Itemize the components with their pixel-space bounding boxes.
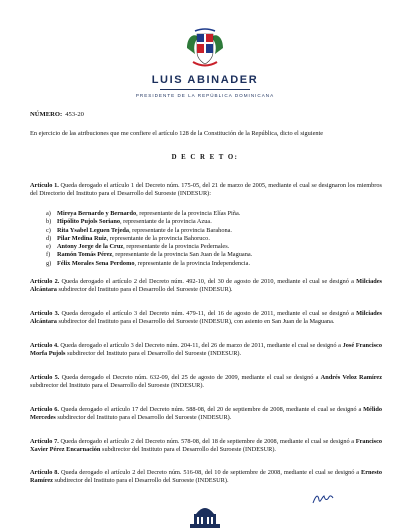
decree-number-value: 453-20: [65, 111, 84, 118]
list-item: c) Rita Ysabel Leguen Tejeda, representante de la provincia Barahona.: [46, 226, 232, 234]
footer-emblem-icon: [186, 500, 224, 530]
header-divider: [160, 89, 250, 90]
article-1: [30, 182, 382, 199]
list-item: g) Félix Morales Sena Perdomo, representante de la provincia Independencia.: [46, 259, 251, 267]
president-title: PRESIDENTE DE LA REPÚBLICA DOMINICANA: [135, 93, 275, 98]
list-item: a) Mireya Bernardo y Bernardo, representante de la provincia Elías Piña.: [46, 210, 241, 217]
decree-number: [30, 111, 84, 118]
preamble: En ejercicio de las atribuciones que me confiere el artículo 128 de la Constitución de la República, dicto el siguiente: [30, 130, 324, 137]
list-item: b) Hipólito Pujols Soriano, representante de la provincia Azua.: [46, 218, 212, 226]
article-7: Artículo 7. Queda derogado el artículo 2 del Decreto núm. 578-08, del 18 de septiembre de 2008, mediante el cual se designó a Francisco Xavier Pérez Encarnación subdirector del Instituto para el Desarrollo del Suroeste (INDESUR).: [30, 438, 383, 454]
article-1-label: Artículo 1.: [30, 182, 59, 189]
article-1-text: Queda derogado el artículo 1 del Decreto núm. 175-05, del 21 de marzo de 2005, mediante el cual se designaron los miembros del Directorio del Instituto para el Desarrollo del Suroeste (INDESUR):: [30, 182, 382, 198]
article-6: Artículo 6. Queda derogado el artículo 17 del Decreto núm. 588-08, del 20 de septiembre de 2008, mediante el cual se designó a Mélido Mercedes subdirector del Instituto para el Desarrollo del Suroeste (INDESUR).: [30, 406, 382, 422]
list-item: f) Ramón Tomás Pérez, representante de la provincia San Juan de la Maguana.: [46, 251, 253, 259]
article-8: Artículo 8. Queda derogado el artículo 2 del Decreto núm. 516-08, del 10 de septiembre de 2008, mediante el cual se designó a Ernesto Ramírez subdirector del Instituto para el Desarrollo del Suroeste (INDESUR).: [30, 469, 382, 485]
list-item: e) Antony Jorge de la Cruz, representante de la provincia Pedernales.: [46, 243, 230, 251]
article-4: Artículo 4. Queda derogado el artículo 3 del Decreto núm. 204-11, del 26 de marzo de 2011, mediante el cual se designó a José Francisco Morfa Pujols subdirector del Instituto para el Desarrollo del Suroeste (INDESUR).: [30, 342, 382, 358]
article-3: Artículo 3. Queda derogado el artículo 3 del Decreto núm. 479-11, del 16 de agosto de 2011, mediante el cual se designó a Milciades Alcántara subdirector del Instituto para el Desarrollo del Suroeste (INDESUR), con asiento en San Juan de la Maguana.: [30, 310, 382, 326]
article-2: Artículo 2. Queda derogado el artículo 2 del Decreto núm. 492-10, del 30 de agosto de 2010, mediante el cual se designó a Milciades Alcántara subdirector del Instituto para el Desarrollo del Suroeste (INDESUR).: [30, 278, 383, 294]
article-5: Artículo 5. Queda derogado el Decreto núm. 632-09, del 25 de agosto de 2009, mediante el cual se designó a Andrés Veloz Ramírez subdirector del Instituto para el Desarrollo del Suroeste (INDESUR).: [30, 374, 383, 390]
signature-icon: [312, 491, 334, 505]
list-item: d) Pilar Medina Ruiz, representante de la provincia Bahoruco.: [46, 234, 210, 242]
members-list: [46, 210, 376, 268]
president-name: LUIS ABINADER: [151, 74, 259, 86]
coat-of-arms-icon: [183, 28, 227, 70]
decree-heading: D E C R E T O:: [171, 154, 239, 161]
decree-number-label: NÚMERO:: [30, 111, 63, 118]
